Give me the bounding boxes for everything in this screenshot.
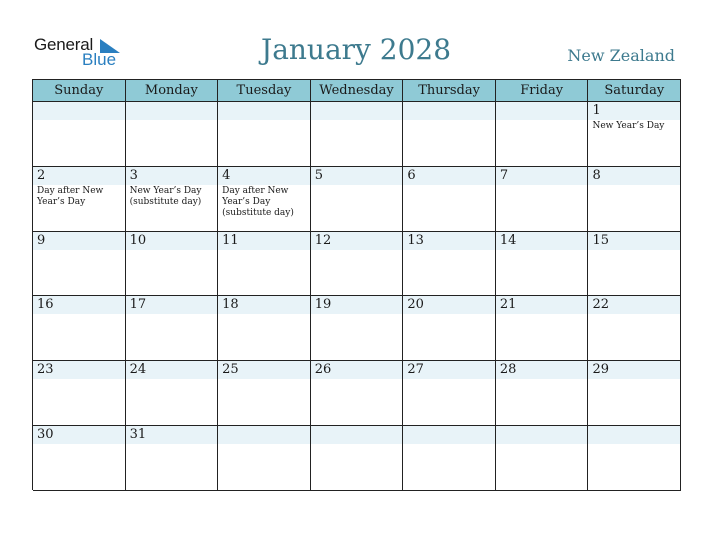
day-cell [403, 167, 496, 232]
day-cell [33, 232, 126, 297]
day-cell [218, 167, 311, 232]
day-number: 13 [407, 232, 424, 248]
day-number: 1 [592, 103, 601, 118]
calendar-title: January 2028 [260, 33, 452, 66]
day-cell [496, 102, 589, 167]
cell-band [33, 167, 125, 185]
day-number: 21 [499, 297, 517, 313]
day-cell [218, 102, 311, 167]
holiday-label: Day after New Year’s Day (substitute day) [222, 185, 294, 218]
cell-band [218, 426, 310, 444]
day-cell [311, 296, 404, 361]
cell-band [496, 167, 588, 185]
day-cell [496, 361, 589, 426]
day-number: 25 [222, 362, 239, 378]
day-cell [218, 426, 311, 491]
day-cell [33, 361, 126, 426]
day-cell [588, 296, 681, 361]
cell-band [588, 167, 680, 185]
cell-band [33, 102, 125, 120]
week-row-4 [33, 296, 681, 361]
weekday-tuesday: Tuesday [218, 80, 311, 102]
day-number: 17 [129, 297, 147, 313]
day-number: 19 [314, 297, 332, 313]
day-cell [33, 167, 126, 232]
day-cell [311, 167, 404, 232]
day-cell [311, 102, 404, 167]
day-cell [218, 232, 311, 297]
logo-word-blue: Blue [82, 50, 117, 69]
week-row-6 [33, 426, 681, 491]
cell-band [403, 102, 495, 120]
day-cell [126, 102, 219, 167]
week-row-1 [33, 102, 681, 167]
day-cell [33, 102, 126, 167]
cell-band [311, 167, 403, 185]
day-number: 16 [37, 297, 54, 313]
logo-word-general: General [34, 35, 94, 54]
weekday-thursday: Thursday [403, 80, 496, 102]
day-number: 29 [592, 362, 610, 378]
cell-band [496, 102, 588, 120]
weekday-friday: Friday [496, 80, 589, 102]
day-cell [588, 232, 681, 297]
day-cell [311, 232, 404, 297]
day-cell [126, 426, 219, 491]
day-cell [311, 426, 404, 491]
cell-band [218, 102, 310, 120]
day-cell [126, 232, 219, 297]
week-row-2 [33, 167, 681, 232]
country-label: New Zealand [567, 46, 675, 65]
day-cell [403, 296, 496, 361]
day-cell [588, 361, 681, 426]
day-number: 5 [314, 167, 324, 183]
day-cell [218, 296, 311, 361]
day-cell [496, 232, 589, 297]
day-number: 12 [314, 232, 332, 248]
day-number: 18 [222, 297, 239, 313]
day-cell [588, 167, 681, 232]
day-number: 20 [407, 297, 424, 313]
day-number: 14 [499, 232, 517, 248]
day-cell [311, 361, 404, 426]
cell-band [403, 167, 495, 185]
cell-band [126, 167, 218, 185]
day-number: 10 [129, 232, 147, 248]
cell-band [496, 426, 588, 444]
weekday-sunday: Sunday [33, 80, 126, 102]
day-cell [126, 167, 219, 232]
weekday-saturday: Saturday [588, 80, 681, 102]
cell-band [588, 102, 680, 120]
week-row-5 [33, 361, 681, 426]
holiday-label: New Year’s Day [592, 121, 665, 131]
weekday-monday: Monday [126, 80, 219, 102]
day-number: 22 [592, 297, 610, 313]
day-cell [218, 361, 311, 426]
day-number: 15 [592, 232, 610, 248]
cell-band [588, 426, 680, 444]
day-number: 27 [407, 362, 424, 378]
day-number: 4 [222, 167, 231, 183]
day-number: 28 [499, 362, 517, 378]
day-cell [588, 426, 681, 491]
day-number: 26 [314, 362, 332, 378]
week-row-3 [33, 232, 681, 297]
day-cell [403, 102, 496, 167]
holiday-label: Day after New Year’s Day [37, 185, 104, 207]
weekday-wednesday: Wednesday [311, 80, 404, 102]
day-cell [496, 426, 589, 491]
cell-band [33, 232, 125, 250]
day-cell [403, 426, 496, 491]
calendar-grid [32, 79, 681, 490]
cell-band [126, 102, 218, 120]
day-number: 24 [129, 362, 147, 378]
day-number: 7 [499, 167, 509, 183]
day-number: 30 [37, 426, 54, 442]
day-number: 6 [407, 167, 416, 183]
cell-band [403, 426, 495, 444]
day-cell [403, 232, 496, 297]
cell-band [218, 167, 310, 185]
day-cell [126, 361, 219, 426]
day-number: 9 [37, 232, 46, 248]
day-number: 11 [222, 232, 239, 248]
day-number: 2 [37, 167, 46, 183]
day-number: 3 [129, 167, 138, 183]
cell-band [311, 102, 403, 120]
day-number: 23 [37, 362, 54, 378]
weekday-header-row [33, 80, 681, 102]
day-cell [33, 296, 126, 361]
day-number: 8 [592, 167, 601, 183]
day-number: 31 [129, 426, 147, 442]
day-cell [496, 167, 589, 232]
day-cell [126, 296, 219, 361]
cell-band [311, 426, 403, 444]
holiday-label: New Year’s Day (substitute day) [129, 185, 202, 207]
day-cell [33, 426, 126, 491]
day-cell [588, 102, 681, 167]
day-cell [496, 296, 589, 361]
day-cell [403, 361, 496, 426]
